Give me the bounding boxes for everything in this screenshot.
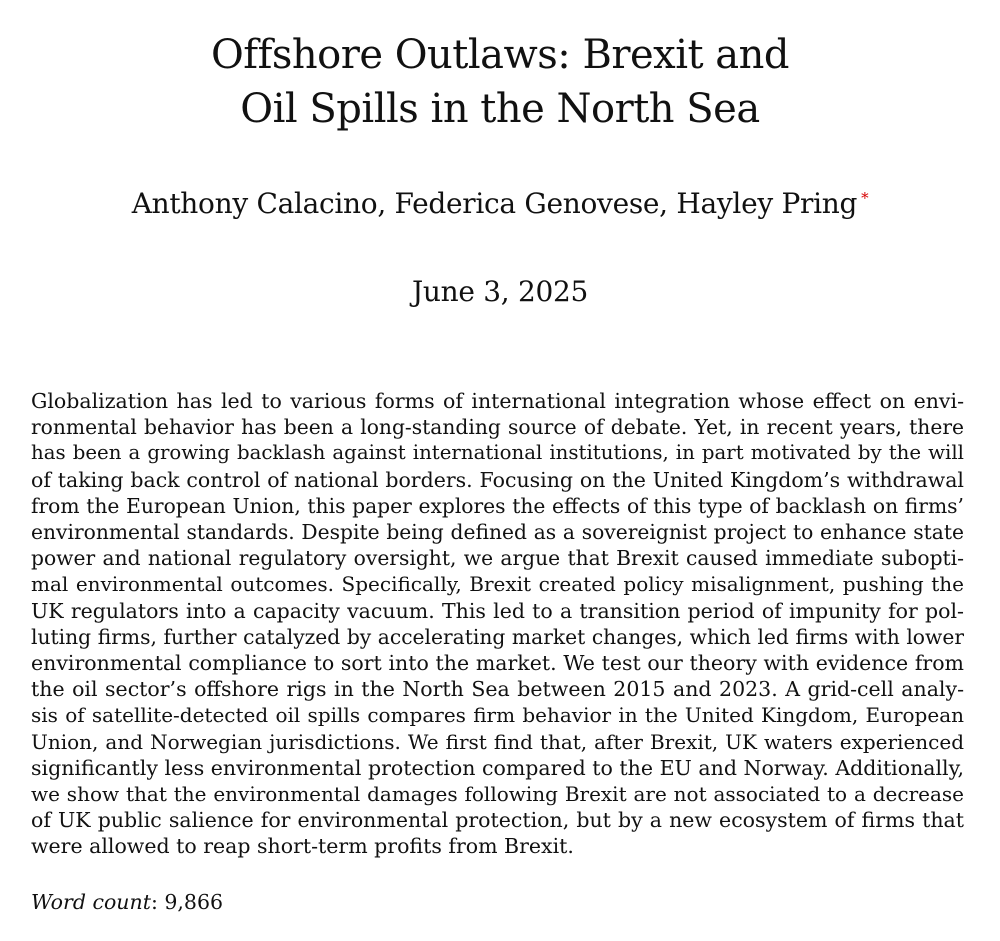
abstract-line: from the European Union, this paper explores the effects of this type of backlash on firms’: [31, 493, 964, 518]
word-count: [31, 889, 223, 915]
abstract-line: ronmental behavior has been a long-standing source of debate. Yet, in recent years, there: [31, 415, 964, 440]
abstract-line: has been a growing backlash against international institutions, in part motivated by the will: [31, 441, 964, 465]
publication-date: June 3, 2025: [411, 275, 589, 308]
abstract-line: mal environmental outcomes. Specifically, Brexit created policy misalignment, pushing the: [31, 572, 964, 597]
abstract-line: environmental standards. Despite being defined as a sovereignist project to enhance state: [31, 520, 964, 545]
abstract-line: Union, and Norwegian jurisdictions. We first find that, after Brexit, UK waters experienced: [31, 729, 964, 754]
abstract-line: sis of satellite-detected oil spills compares firm behavior in the United Kingdom, European: [31, 703, 964, 728]
abstract-line: of UK public salience for environmental protection, but by a new ecosystem of firms that: [31, 808, 964, 833]
abstract: [31, 388, 964, 860]
paper-title: [0, 28, 1000, 136]
abstract-line: we show that the environmental damages following Brexit are not associated to a decrease: [31, 782, 964, 807]
abstract-line: the oil sector’s offshore rigs in the North Sea between 2015 and 2023. A grid-cell analy-: [31, 677, 964, 702]
author-names: Anthony Calacino, Federica Genovese, Hayley Pring: [131, 187, 858, 220]
abstract-line: significantly less environmental protection compared to the EU and Norway. Additionally,: [31, 755, 964, 780]
abstract-line: power and national regulatory oversight, we argue that Brexit caused immediate subopti-: [31, 546, 964, 571]
word-count-label: Word count: [31, 890, 151, 914]
abstract-line: luting firms, further catalyzed by accelerating market changes, which led firms with lower: [31, 624, 964, 649]
author-list: [0, 184, 1000, 224]
abstract-line: of taking back control of national borders. Focusing on the United Kingdom’s withdrawal: [31, 467, 964, 492]
abstract-line: environmental compliance to sort into the market. We test our theory with evidence from: [31, 651, 964, 676]
abstract-line: Globalization has led to various forms of international integration whose effect on envi-: [31, 389, 964, 413]
word-count-separator: :: [150, 890, 165, 914]
abstract-line: UK regulators into a capacity vacuum. This led to a transition period of impunity for pol-: [31, 598, 964, 623]
word-count-value: 9,866: [164, 890, 224, 914]
author-footnote-link[interactable]: *: [861, 188, 869, 207]
abstract-line: were allowed to reap short-term profits from Brexit.: [31, 834, 574, 859]
title-line-1: Offshore Outlaws: Brexit and: [210, 32, 790, 78]
title-line-2: Oil Spills in the North Sea: [240, 86, 760, 132]
